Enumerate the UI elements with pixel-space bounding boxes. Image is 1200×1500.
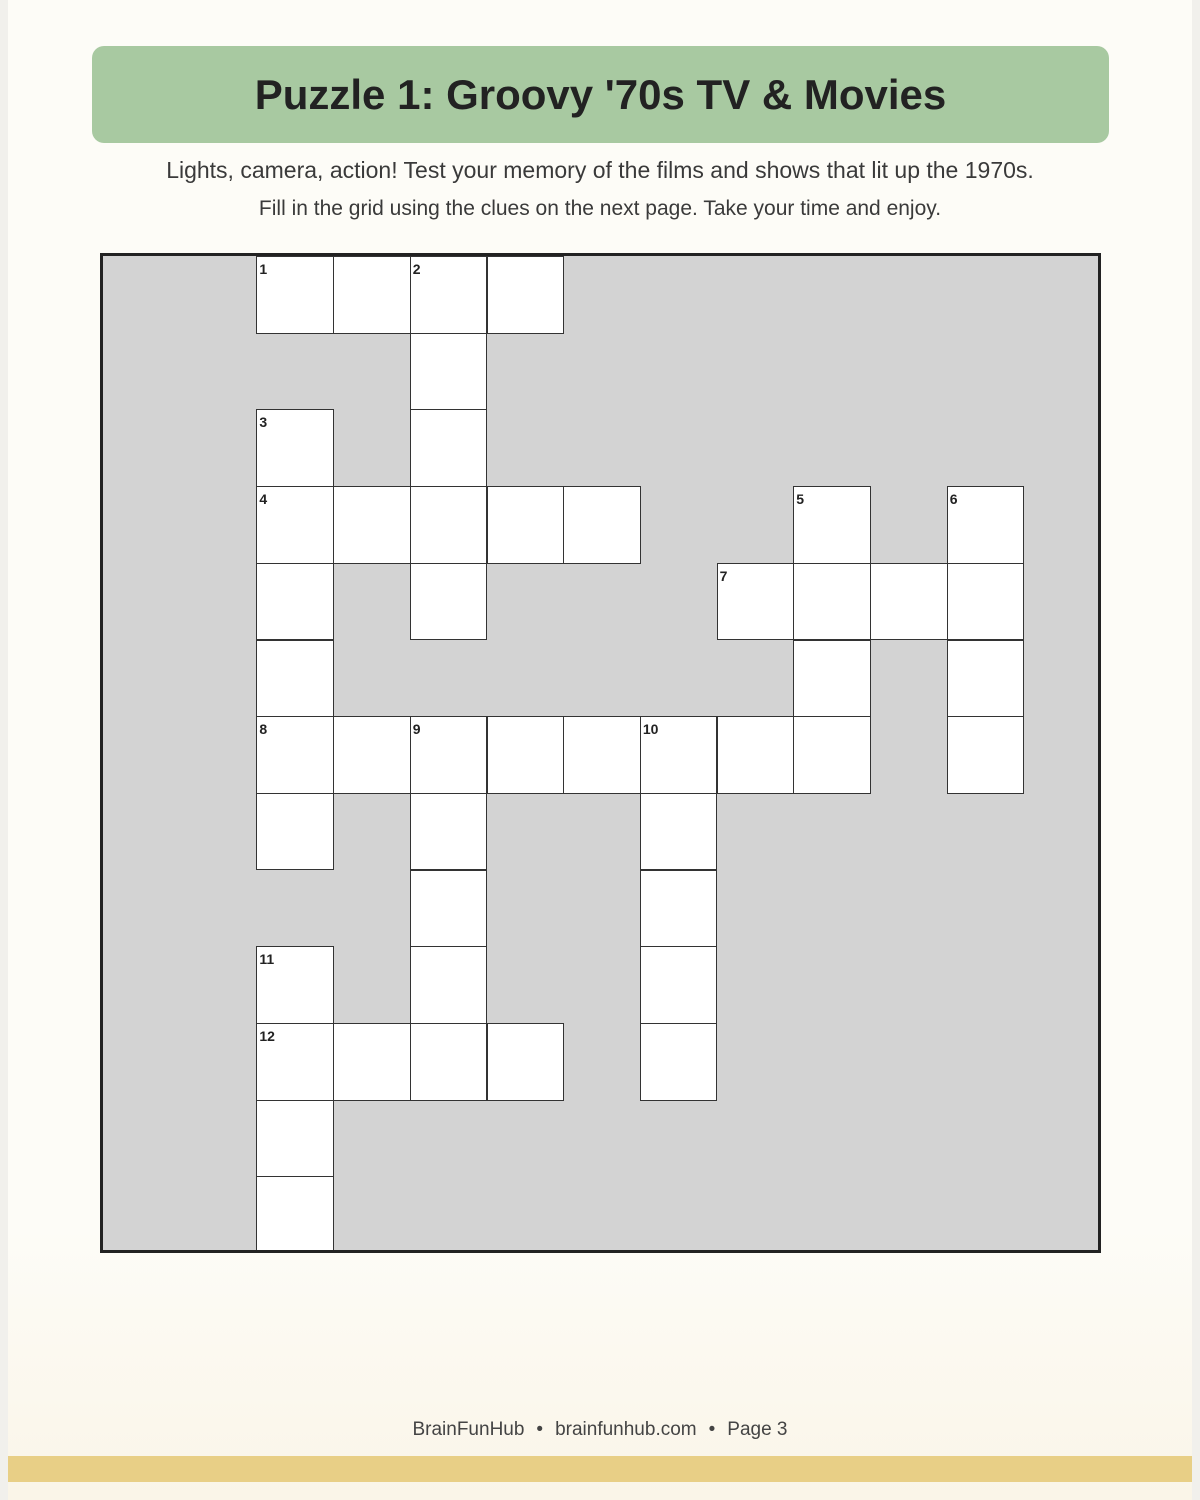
grid-cell[interactable] <box>333 1023 411 1101</box>
bottom-accent-bar <box>8 1456 1192 1482</box>
intro-line-2: Fill in the grid using the clues on the next page. Take your time and enjoy. <box>258 197 942 220</box>
clue-number: 11 <box>259 951 275 968</box>
clue-number: 5 <box>796 491 805 508</box>
grid-cell[interactable] <box>487 256 565 334</box>
clue-number: 2 <box>412 261 421 277</box>
grid-cell[interactable] <box>870 563 948 641</box>
grid-cell[interactable] <box>487 1023 565 1101</box>
grid-cell[interactable] <box>640 1023 718 1101</box>
grid-cell[interactable] <box>333 716 411 794</box>
grid-cell[interactable] <box>256 640 334 718</box>
grid-cell[interactable] <box>793 563 871 641</box>
footer <box>0 1419 1200 1441</box>
grid-cell[interactable] <box>563 486 641 564</box>
grid-cell[interactable] <box>410 870 488 948</box>
grid-cell[interactable] <box>563 716 641 794</box>
grid-cell[interactable] <box>256 1023 334 1101</box>
grid-cell[interactable] <box>717 716 795 794</box>
clue-number: 3 <box>259 414 268 431</box>
grid-cell[interactable] <box>410 946 488 1024</box>
grid-cell[interactable] <box>487 486 565 564</box>
clue-number: 9 <box>412 721 421 738</box>
clue-number: 10 <box>642 721 659 738</box>
grid-cell[interactable] <box>640 870 718 948</box>
grid-cell[interactable] <box>410 793 488 871</box>
clue-number: 1 <box>259 261 268 277</box>
footer-page-number: Page 3 <box>727 1419 788 1440</box>
crossword-grid <box>100 253 1101 1253</box>
grid-cell[interactable] <box>256 486 334 564</box>
grid-cell[interactable] <box>410 716 488 794</box>
grid-cell[interactable] <box>410 333 488 411</box>
grid-cell[interactable] <box>793 640 871 718</box>
clue-number: 7 <box>719 567 728 584</box>
grid-cell[interactable] <box>410 1023 488 1101</box>
clue-number: 12 <box>259 1028 275 1044</box>
grid-cell[interactable] <box>410 563 488 641</box>
clue-number: 6 <box>949 491 958 508</box>
grid-cell[interactable] <box>410 486 488 564</box>
grid-cell[interactable] <box>793 716 871 794</box>
grid-cell[interactable] <box>947 563 1025 641</box>
grid-cell[interactable] <box>256 563 334 641</box>
grid-cell[interactable] <box>333 486 411 564</box>
grid-cell[interactable] <box>256 716 334 794</box>
footer-separator: • <box>708 1419 716 1440</box>
grid-cell[interactable] <box>410 409 488 487</box>
grid-cell[interactable] <box>947 716 1025 794</box>
title-banner <box>92 46 1109 143</box>
grid-cell[interactable] <box>410 256 488 334</box>
footer-separator: • <box>536 1419 544 1440</box>
grid-cell[interactable] <box>256 1176 334 1253</box>
grid-cell[interactable] <box>256 946 334 1024</box>
grid-cell[interactable] <box>333 256 411 334</box>
grid-cell[interactable] <box>640 946 718 1024</box>
footer-brand: BrainFunHub <box>412 1419 525 1440</box>
grid-cell[interactable] <box>717 563 795 641</box>
grid-cell[interactable] <box>793 486 871 564</box>
grid-cell[interactable] <box>640 793 718 871</box>
intro-line-1: Lights, camera, action! Test your memory of the films and shows that lit up the 1970s. <box>166 157 1034 183</box>
grid-cell[interactable] <box>947 486 1025 564</box>
grid-cell[interactable] <box>487 716 565 794</box>
footer-site-link[interactable]: brainfunhub.com <box>555 1419 697 1440</box>
clue-number: 8 <box>259 721 268 738</box>
grid-cell[interactable] <box>256 409 334 487</box>
grid-cell[interactable] <box>256 793 334 871</box>
page-title: Puzzle 1: Groovy '70s TV & Movies <box>254 70 947 118</box>
grid-cell[interactable] <box>256 1100 334 1178</box>
grid-cell[interactable] <box>947 640 1025 718</box>
grid-cell[interactable] <box>256 256 334 334</box>
grid-cell[interactable] <box>640 716 718 794</box>
clue-number: 4 <box>259 491 268 508</box>
